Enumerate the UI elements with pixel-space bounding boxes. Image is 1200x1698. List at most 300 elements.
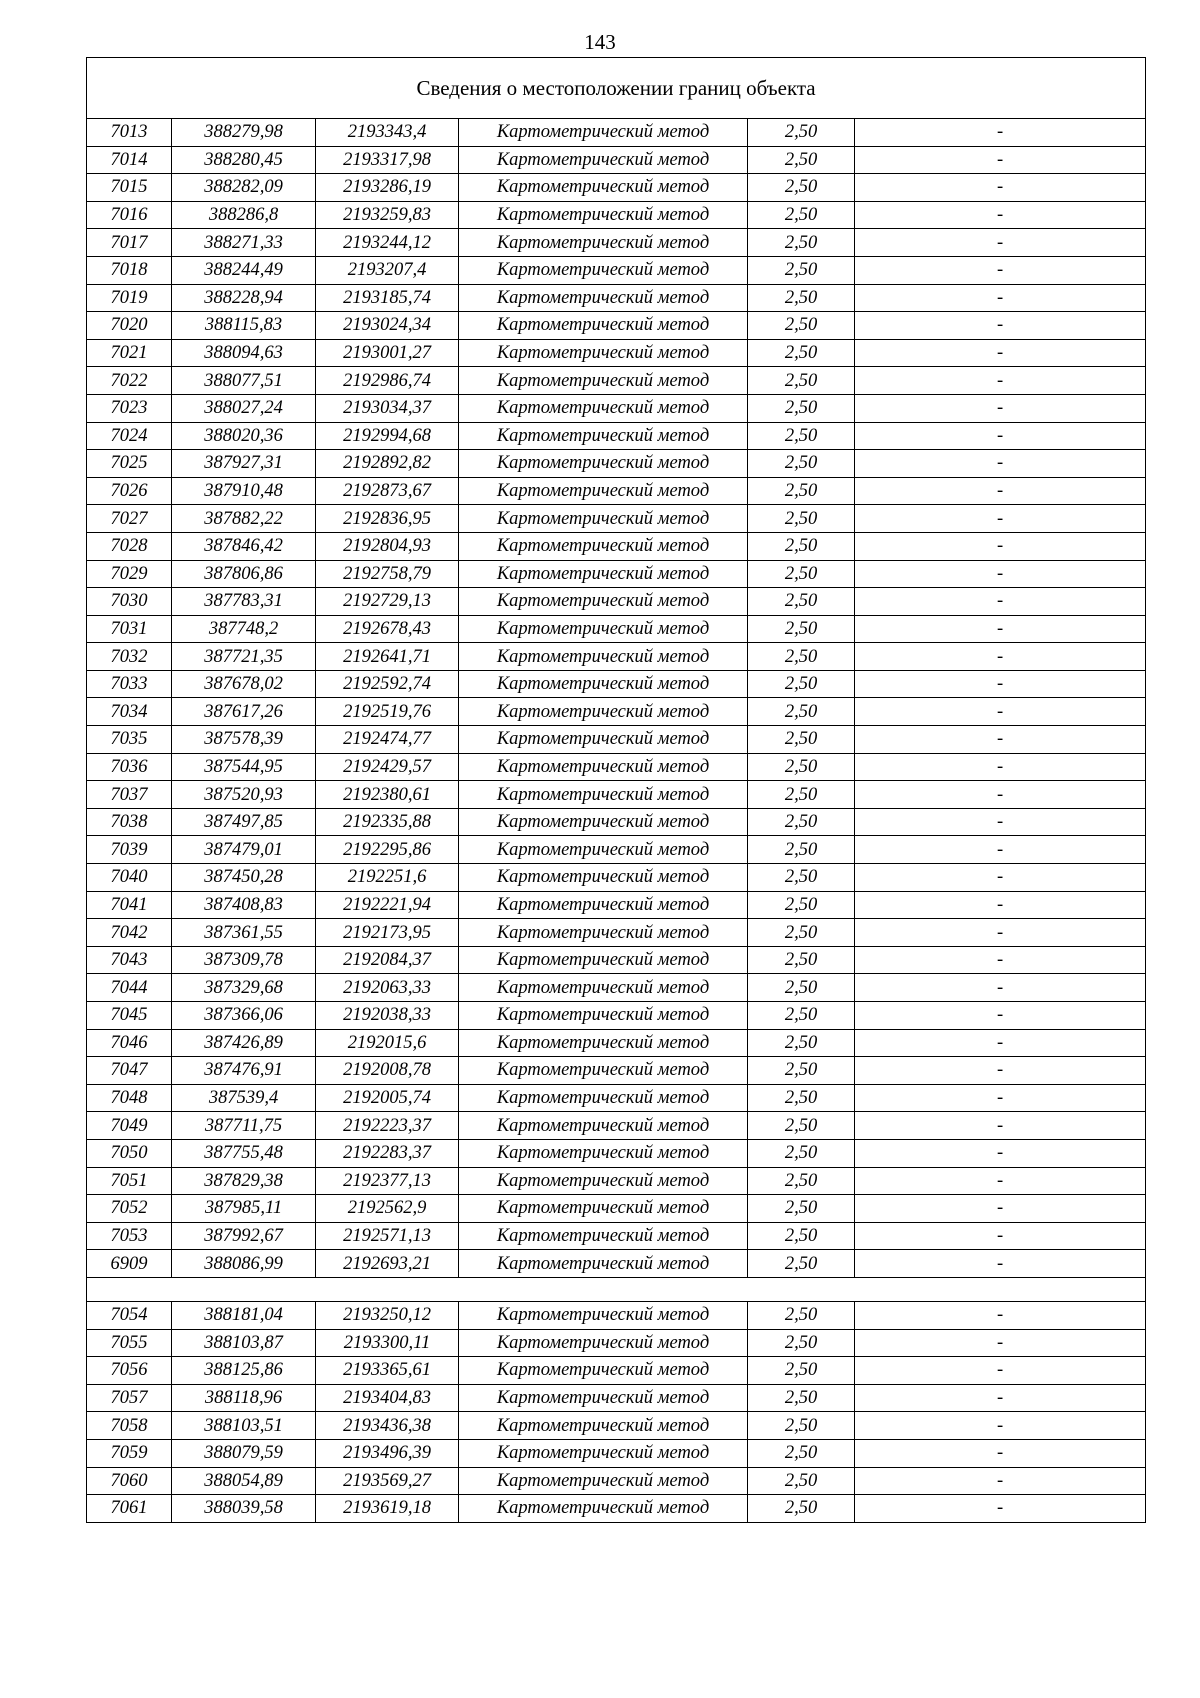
point-number-cell: 7057 xyxy=(87,1384,172,1412)
table-row xyxy=(87,726,1146,754)
point-number-cell: 7025 xyxy=(87,450,172,478)
table-row xyxy=(87,753,1146,781)
accuracy-cell: 2,50 xyxy=(748,312,855,340)
method-cell: Картометрический метод xyxy=(459,532,748,560)
method-cell: Картометрический метод xyxy=(459,836,748,864)
description-cell: - xyxy=(855,174,1146,202)
table-row xyxy=(87,1002,1146,1030)
coord-y-cell: 2192084,37 xyxy=(316,946,459,974)
table-row xyxy=(87,1301,1146,1329)
table-row xyxy=(87,1167,1146,1195)
coord-x-cell: 388228,94 xyxy=(172,284,316,312)
description-cell: - xyxy=(855,1329,1146,1357)
table-row xyxy=(87,312,1146,340)
accuracy-cell: 2,50 xyxy=(748,726,855,754)
coord-y-cell: 2193569,27 xyxy=(316,1467,459,1495)
point-number-cell: 7031 xyxy=(87,615,172,643)
accuracy-cell: 2,50 xyxy=(748,974,855,1002)
description-cell: - xyxy=(855,1002,1146,1030)
coord-y-cell: 2193250,12 xyxy=(316,1301,459,1329)
coord-x-cell: 388103,87 xyxy=(172,1329,316,1357)
table-title: Сведения о местоположении границ объекта xyxy=(87,58,1146,119)
point-number-cell: 7058 xyxy=(87,1412,172,1440)
coord-x-cell: 387721,35 xyxy=(172,643,316,671)
table-row xyxy=(87,1139,1146,1167)
coord-x-cell: 387539,4 xyxy=(172,1084,316,1112)
table-row xyxy=(87,615,1146,643)
coord-x-cell: 387361,55 xyxy=(172,919,316,947)
coord-x-cell: 388027,24 xyxy=(172,394,316,422)
point-number-cell: 7018 xyxy=(87,256,172,284)
description-cell: - xyxy=(855,1057,1146,1085)
coord-x-cell: 387578,39 xyxy=(172,726,316,754)
coord-y-cell: 2192592,74 xyxy=(316,670,459,698)
point-number-cell: 7032 xyxy=(87,643,172,671)
description-cell: - xyxy=(855,532,1146,560)
table-row xyxy=(87,1357,1146,1385)
accuracy-cell: 2,50 xyxy=(748,891,855,919)
coord-y-cell: 2192283,37 xyxy=(316,1139,459,1167)
method-cell: Картометрический метод xyxy=(459,394,748,422)
accuracy-cell: 2,50 xyxy=(748,450,855,478)
coord-x-cell: 387992,67 xyxy=(172,1222,316,1250)
coord-y-cell: 2193001,27 xyxy=(316,339,459,367)
table-row xyxy=(87,532,1146,560)
coord-y-cell: 2192295,86 xyxy=(316,836,459,864)
method-cell: Картометрический метод xyxy=(459,1112,748,1140)
table-row xyxy=(87,1439,1146,1467)
point-number-cell: 7039 xyxy=(87,836,172,864)
accuracy-cell: 2,50 xyxy=(748,201,855,229)
accuracy-cell: 2,50 xyxy=(748,560,855,588)
description-cell: - xyxy=(855,477,1146,505)
method-cell: Картометрический метод xyxy=(459,1412,748,1440)
point-number-cell: 7054 xyxy=(87,1301,172,1329)
description-cell: - xyxy=(855,1357,1146,1385)
method-cell: Картометрический метод xyxy=(459,1057,748,1085)
method-cell: Картометрический метод xyxy=(459,201,748,229)
coord-y-cell: 2192641,71 xyxy=(316,643,459,671)
method-cell: Картометрический метод xyxy=(459,946,748,974)
coord-x-cell: 388244,49 xyxy=(172,256,316,284)
method-cell: Картометрический метод xyxy=(459,229,748,257)
accuracy-cell: 2,50 xyxy=(748,119,855,147)
description-cell: - xyxy=(855,505,1146,533)
section-separator xyxy=(87,1277,1146,1301)
accuracy-cell: 2,50 xyxy=(748,1167,855,1195)
coord-x-cell: 387829,38 xyxy=(172,1167,316,1195)
table-row xyxy=(87,588,1146,616)
coord-y-cell: 2192836,95 xyxy=(316,505,459,533)
description-cell: - xyxy=(855,1495,1146,1523)
table-row xyxy=(87,808,1146,836)
point-number-cell: 7052 xyxy=(87,1195,172,1223)
table-row xyxy=(87,891,1146,919)
description-cell: - xyxy=(855,808,1146,836)
accuracy-cell: 2,50 xyxy=(748,1222,855,1250)
point-number-cell: 7014 xyxy=(87,146,172,174)
accuracy-cell: 2,50 xyxy=(748,946,855,974)
table-row xyxy=(87,284,1146,312)
coord-x-cell: 387882,22 xyxy=(172,505,316,533)
coord-y-cell: 2193207,4 xyxy=(316,256,459,284)
method-cell: Картометрический метод xyxy=(459,864,748,892)
accuracy-cell: 2,50 xyxy=(748,146,855,174)
method-cell: Картометрический метод xyxy=(459,643,748,671)
table-row xyxy=(87,256,1146,284)
method-cell: Картометрический метод xyxy=(459,146,748,174)
coord-x-cell: 387309,78 xyxy=(172,946,316,974)
coord-y-cell: 2192251,6 xyxy=(316,864,459,892)
method-cell: Картометрический метод xyxy=(459,1195,748,1223)
description-cell: - xyxy=(855,1250,1146,1278)
table-row xyxy=(87,477,1146,505)
coord-y-cell: 2192519,76 xyxy=(316,698,459,726)
method-cell: Картометрический метод xyxy=(459,1002,748,1030)
point-number-cell: 7036 xyxy=(87,753,172,781)
table-row xyxy=(87,864,1146,892)
description-cell: - xyxy=(855,119,1146,147)
method-cell: Картометрический метод xyxy=(459,919,748,947)
table-row xyxy=(87,1112,1146,1140)
page-number: 143 xyxy=(584,30,616,54)
point-number-cell: 7043 xyxy=(87,946,172,974)
point-number-cell: 7055 xyxy=(87,1329,172,1357)
description-cell: - xyxy=(855,1412,1146,1440)
accuracy-cell: 2,50 xyxy=(748,808,855,836)
coord-x-cell: 387329,68 xyxy=(172,974,316,1002)
method-cell: Картометрический метод xyxy=(459,560,748,588)
accuracy-cell: 2,50 xyxy=(748,643,855,671)
description-cell: - xyxy=(855,643,1146,671)
coord-x-cell: 388077,51 xyxy=(172,367,316,395)
coord-y-cell: 2192804,93 xyxy=(316,532,459,560)
boundary-table xyxy=(86,57,1146,1523)
table-row xyxy=(87,1329,1146,1357)
point-number-cell: 7026 xyxy=(87,477,172,505)
description-cell: - xyxy=(855,836,1146,864)
coord-x-cell: 387479,01 xyxy=(172,836,316,864)
coord-x-cell: 387910,48 xyxy=(172,477,316,505)
coord-y-cell: 2193317,98 xyxy=(316,146,459,174)
coord-y-cell: 2192015,6 xyxy=(316,1029,459,1057)
description-cell: - xyxy=(855,974,1146,1002)
coord-x-cell: 388125,86 xyxy=(172,1357,316,1385)
coord-x-cell: 388103,51 xyxy=(172,1412,316,1440)
accuracy-cell: 2,50 xyxy=(748,422,855,450)
coord-x-cell: 388020,36 xyxy=(172,422,316,450)
method-cell: Картометрический метод xyxy=(459,1384,748,1412)
coord-x-cell: 387783,31 xyxy=(172,588,316,616)
coord-x-cell: 387544,95 xyxy=(172,753,316,781)
point-number-cell: 7042 xyxy=(87,919,172,947)
coord-y-cell: 2192892,82 xyxy=(316,450,459,478)
coord-y-cell: 2192562,9 xyxy=(316,1195,459,1223)
table-row xyxy=(87,394,1146,422)
description-cell: - xyxy=(855,1301,1146,1329)
description-cell: - xyxy=(855,891,1146,919)
point-number-cell: 7024 xyxy=(87,422,172,450)
accuracy-cell: 2,50 xyxy=(748,229,855,257)
coord-x-cell: 388279,98 xyxy=(172,119,316,147)
point-number-cell: 7029 xyxy=(87,560,172,588)
method-cell: Картометрический метод xyxy=(459,781,748,809)
table-row xyxy=(87,974,1146,1002)
description-cell: - xyxy=(855,615,1146,643)
method-cell: Картометрический метод xyxy=(459,670,748,698)
method-cell: Картометрический метод xyxy=(459,422,748,450)
table-row xyxy=(87,367,1146,395)
accuracy-cell: 2,50 xyxy=(748,367,855,395)
description-cell: - xyxy=(855,753,1146,781)
table-row xyxy=(87,781,1146,809)
point-number-cell: 7030 xyxy=(87,588,172,616)
accuracy-cell: 2,50 xyxy=(748,1084,855,1112)
coord-x-cell: 387476,91 xyxy=(172,1057,316,1085)
coord-y-cell: 2192678,43 xyxy=(316,615,459,643)
method-cell: Картометрический метод xyxy=(459,1084,748,1112)
accuracy-cell: 2,50 xyxy=(748,1139,855,1167)
table-row xyxy=(87,670,1146,698)
table-row xyxy=(87,505,1146,533)
coord-y-cell: 2192474,77 xyxy=(316,726,459,754)
accuracy-cell: 2,50 xyxy=(748,1250,855,1278)
method-cell: Картометрический метод xyxy=(459,312,748,340)
point-number-cell: 7028 xyxy=(87,532,172,560)
point-number-cell: 7034 xyxy=(87,698,172,726)
method-cell: Картометрический метод xyxy=(459,698,748,726)
accuracy-cell: 2,50 xyxy=(748,1329,855,1357)
method-cell: Картометрический метод xyxy=(459,1139,748,1167)
coord-x-cell: 387711,75 xyxy=(172,1112,316,1140)
accuracy-cell: 2,50 xyxy=(748,339,855,367)
coord-x-cell: 388118,96 xyxy=(172,1384,316,1412)
coord-x-cell: 388286,8 xyxy=(172,201,316,229)
point-number-cell: 7021 xyxy=(87,339,172,367)
coord-y-cell: 2192693,21 xyxy=(316,1250,459,1278)
description-cell: - xyxy=(855,588,1146,616)
coord-x-cell: 387426,89 xyxy=(172,1029,316,1057)
accuracy-cell: 2,50 xyxy=(748,1357,855,1385)
point-number-cell: 7019 xyxy=(87,284,172,312)
point-number-cell: 7056 xyxy=(87,1357,172,1385)
point-number-cell: 7059 xyxy=(87,1439,172,1467)
point-number-cell: 7016 xyxy=(87,201,172,229)
method-cell: Картометрический метод xyxy=(459,1467,748,1495)
method-cell: Картометрический метод xyxy=(459,477,748,505)
method-cell: Картометрический метод xyxy=(459,339,748,367)
point-number-cell: 7037 xyxy=(87,781,172,809)
table-row xyxy=(87,560,1146,588)
accuracy-cell: 2,50 xyxy=(748,781,855,809)
coord-x-cell: 388079,59 xyxy=(172,1439,316,1467)
coord-y-cell: 2193619,18 xyxy=(316,1495,459,1523)
description-cell: - xyxy=(855,1167,1146,1195)
point-number-cell: 7033 xyxy=(87,670,172,698)
coord-y-cell: 2192729,13 xyxy=(316,588,459,616)
description-cell: - xyxy=(855,670,1146,698)
point-number-cell: 7038 xyxy=(87,808,172,836)
table-row xyxy=(87,1195,1146,1223)
method-cell: Картометрический метод xyxy=(459,1250,748,1278)
coord-y-cell: 2192994,68 xyxy=(316,422,459,450)
method-cell: Картометрический метод xyxy=(459,753,748,781)
method-cell: Картометрический метод xyxy=(459,1301,748,1329)
coord-x-cell: 388271,33 xyxy=(172,229,316,257)
coord-y-cell: 2192377,13 xyxy=(316,1167,459,1195)
table-row xyxy=(87,1250,1146,1278)
accuracy-cell: 2,50 xyxy=(748,1439,855,1467)
accuracy-cell: 2,50 xyxy=(748,1384,855,1412)
description-cell: - xyxy=(855,1029,1146,1057)
description-cell: - xyxy=(855,1384,1146,1412)
description-cell: - xyxy=(855,312,1146,340)
coord-x-cell: 388280,45 xyxy=(172,146,316,174)
accuracy-cell: 2,50 xyxy=(748,1195,855,1223)
method-cell: Картометрический метод xyxy=(459,256,748,284)
coord-x-cell: 387520,93 xyxy=(172,781,316,809)
accuracy-cell: 2,50 xyxy=(748,256,855,284)
coord-x-cell: 388086,99 xyxy=(172,1250,316,1278)
table-row xyxy=(87,1057,1146,1085)
method-cell: Картометрический метод xyxy=(459,1439,748,1467)
point-number-cell: 7023 xyxy=(87,394,172,422)
method-cell: Картометрический метод xyxy=(459,450,748,478)
table-row xyxy=(87,229,1146,257)
point-number-cell: 7027 xyxy=(87,505,172,533)
accuracy-cell: 2,50 xyxy=(748,1301,855,1329)
coord-y-cell: 2192571,13 xyxy=(316,1222,459,1250)
coord-y-cell: 2192873,67 xyxy=(316,477,459,505)
coord-x-cell: 388039,58 xyxy=(172,1495,316,1523)
table-row xyxy=(87,1495,1146,1523)
coord-x-cell: 388282,09 xyxy=(172,174,316,202)
point-number-cell: 7049 xyxy=(87,1112,172,1140)
section-separator-row xyxy=(87,1277,1146,1301)
table-row xyxy=(87,919,1146,947)
coord-y-cell: 2193300,11 xyxy=(316,1329,459,1357)
coord-x-cell: 387678,02 xyxy=(172,670,316,698)
description-cell: - xyxy=(855,422,1146,450)
table-row xyxy=(87,422,1146,450)
table-row xyxy=(87,698,1146,726)
accuracy-cell: 2,50 xyxy=(748,753,855,781)
accuracy-cell: 2,50 xyxy=(748,698,855,726)
point-number-cell: 7013 xyxy=(87,119,172,147)
accuracy-cell: 2,50 xyxy=(748,1057,855,1085)
accuracy-cell: 2,50 xyxy=(748,670,855,698)
coord-y-cell: 2192173,95 xyxy=(316,919,459,947)
method-cell: Картометрический метод xyxy=(459,615,748,643)
accuracy-cell: 2,50 xyxy=(748,1412,855,1440)
coord-x-cell: 388181,04 xyxy=(172,1301,316,1329)
method-cell: Картометрический метод xyxy=(459,808,748,836)
accuracy-cell: 2,50 xyxy=(748,1112,855,1140)
accuracy-cell: 2,50 xyxy=(748,505,855,533)
table-title-row xyxy=(87,58,1146,119)
table-row xyxy=(87,201,1146,229)
accuracy-cell: 2,50 xyxy=(748,1002,855,1030)
coord-y-cell: 2192063,33 xyxy=(316,974,459,1002)
accuracy-cell: 2,50 xyxy=(748,394,855,422)
point-number-cell: 7040 xyxy=(87,864,172,892)
accuracy-cell: 2,50 xyxy=(748,174,855,202)
description-cell: - xyxy=(855,781,1146,809)
coord-y-cell: 2192986,74 xyxy=(316,367,459,395)
description-cell: - xyxy=(855,367,1146,395)
coord-y-cell: 2192038,33 xyxy=(316,1002,459,1030)
description-cell: - xyxy=(855,1467,1146,1495)
description-cell: - xyxy=(855,726,1146,754)
table-row xyxy=(87,146,1146,174)
table-row xyxy=(87,1384,1146,1412)
description-cell: - xyxy=(855,394,1146,422)
point-number-cell: 7045 xyxy=(87,1002,172,1030)
coord-y-cell: 2192758,79 xyxy=(316,560,459,588)
coord-x-cell: 387846,42 xyxy=(172,532,316,560)
description-cell: - xyxy=(855,339,1146,367)
description-cell: - xyxy=(855,201,1146,229)
description-cell: - xyxy=(855,1439,1146,1467)
coord-y-cell: 2192008,78 xyxy=(316,1057,459,1085)
method-cell: Картометрический метод xyxy=(459,1167,748,1195)
table-row xyxy=(87,119,1146,147)
method-cell: Картометрический метод xyxy=(459,1222,748,1250)
method-cell: Картометрический метод xyxy=(459,367,748,395)
accuracy-cell: 2,50 xyxy=(748,284,855,312)
accuracy-cell: 2,50 xyxy=(748,864,855,892)
coord-y-cell: 2192005,74 xyxy=(316,1084,459,1112)
description-cell: - xyxy=(855,256,1146,284)
accuracy-cell: 2,50 xyxy=(748,532,855,560)
accuracy-cell: 2,50 xyxy=(748,1029,855,1057)
coord-y-cell: 2193034,37 xyxy=(316,394,459,422)
table-row xyxy=(87,1029,1146,1057)
description-cell: - xyxy=(855,229,1146,257)
accuracy-cell: 2,50 xyxy=(748,836,855,864)
description-cell: - xyxy=(855,1195,1146,1223)
table-row xyxy=(87,174,1146,202)
coord-y-cell: 2192335,88 xyxy=(316,808,459,836)
table-row xyxy=(87,339,1146,367)
coord-y-cell: 2193244,12 xyxy=(316,229,459,257)
method-cell: Картометрический метод xyxy=(459,588,748,616)
table-row xyxy=(87,1467,1146,1495)
coord-x-cell: 387748,2 xyxy=(172,615,316,643)
table-row xyxy=(87,1222,1146,1250)
method-cell: Картометрический метод xyxy=(459,1495,748,1523)
table-row xyxy=(87,946,1146,974)
coord-y-cell: 2193436,38 xyxy=(316,1412,459,1440)
point-number-cell: 7017 xyxy=(87,229,172,257)
table-row xyxy=(87,643,1146,671)
point-number-cell: 7047 xyxy=(87,1057,172,1085)
coord-y-cell: 2192223,37 xyxy=(316,1112,459,1140)
coord-x-cell: 387806,86 xyxy=(172,560,316,588)
coord-x-cell: 388054,89 xyxy=(172,1467,316,1495)
accuracy-cell: 2,50 xyxy=(748,588,855,616)
coord-x-cell: 387617,26 xyxy=(172,698,316,726)
table-row xyxy=(87,1084,1146,1112)
point-number-cell: 7060 xyxy=(87,1467,172,1495)
coord-x-cell: 387927,31 xyxy=(172,450,316,478)
accuracy-cell: 2,50 xyxy=(748,477,855,505)
method-cell: Картометрический метод xyxy=(459,974,748,1002)
method-cell: Картометрический метод xyxy=(459,174,748,202)
method-cell: Картометрический метод xyxy=(459,1329,748,1357)
description-cell: - xyxy=(855,146,1146,174)
coord-y-cell: 2193365,61 xyxy=(316,1357,459,1385)
